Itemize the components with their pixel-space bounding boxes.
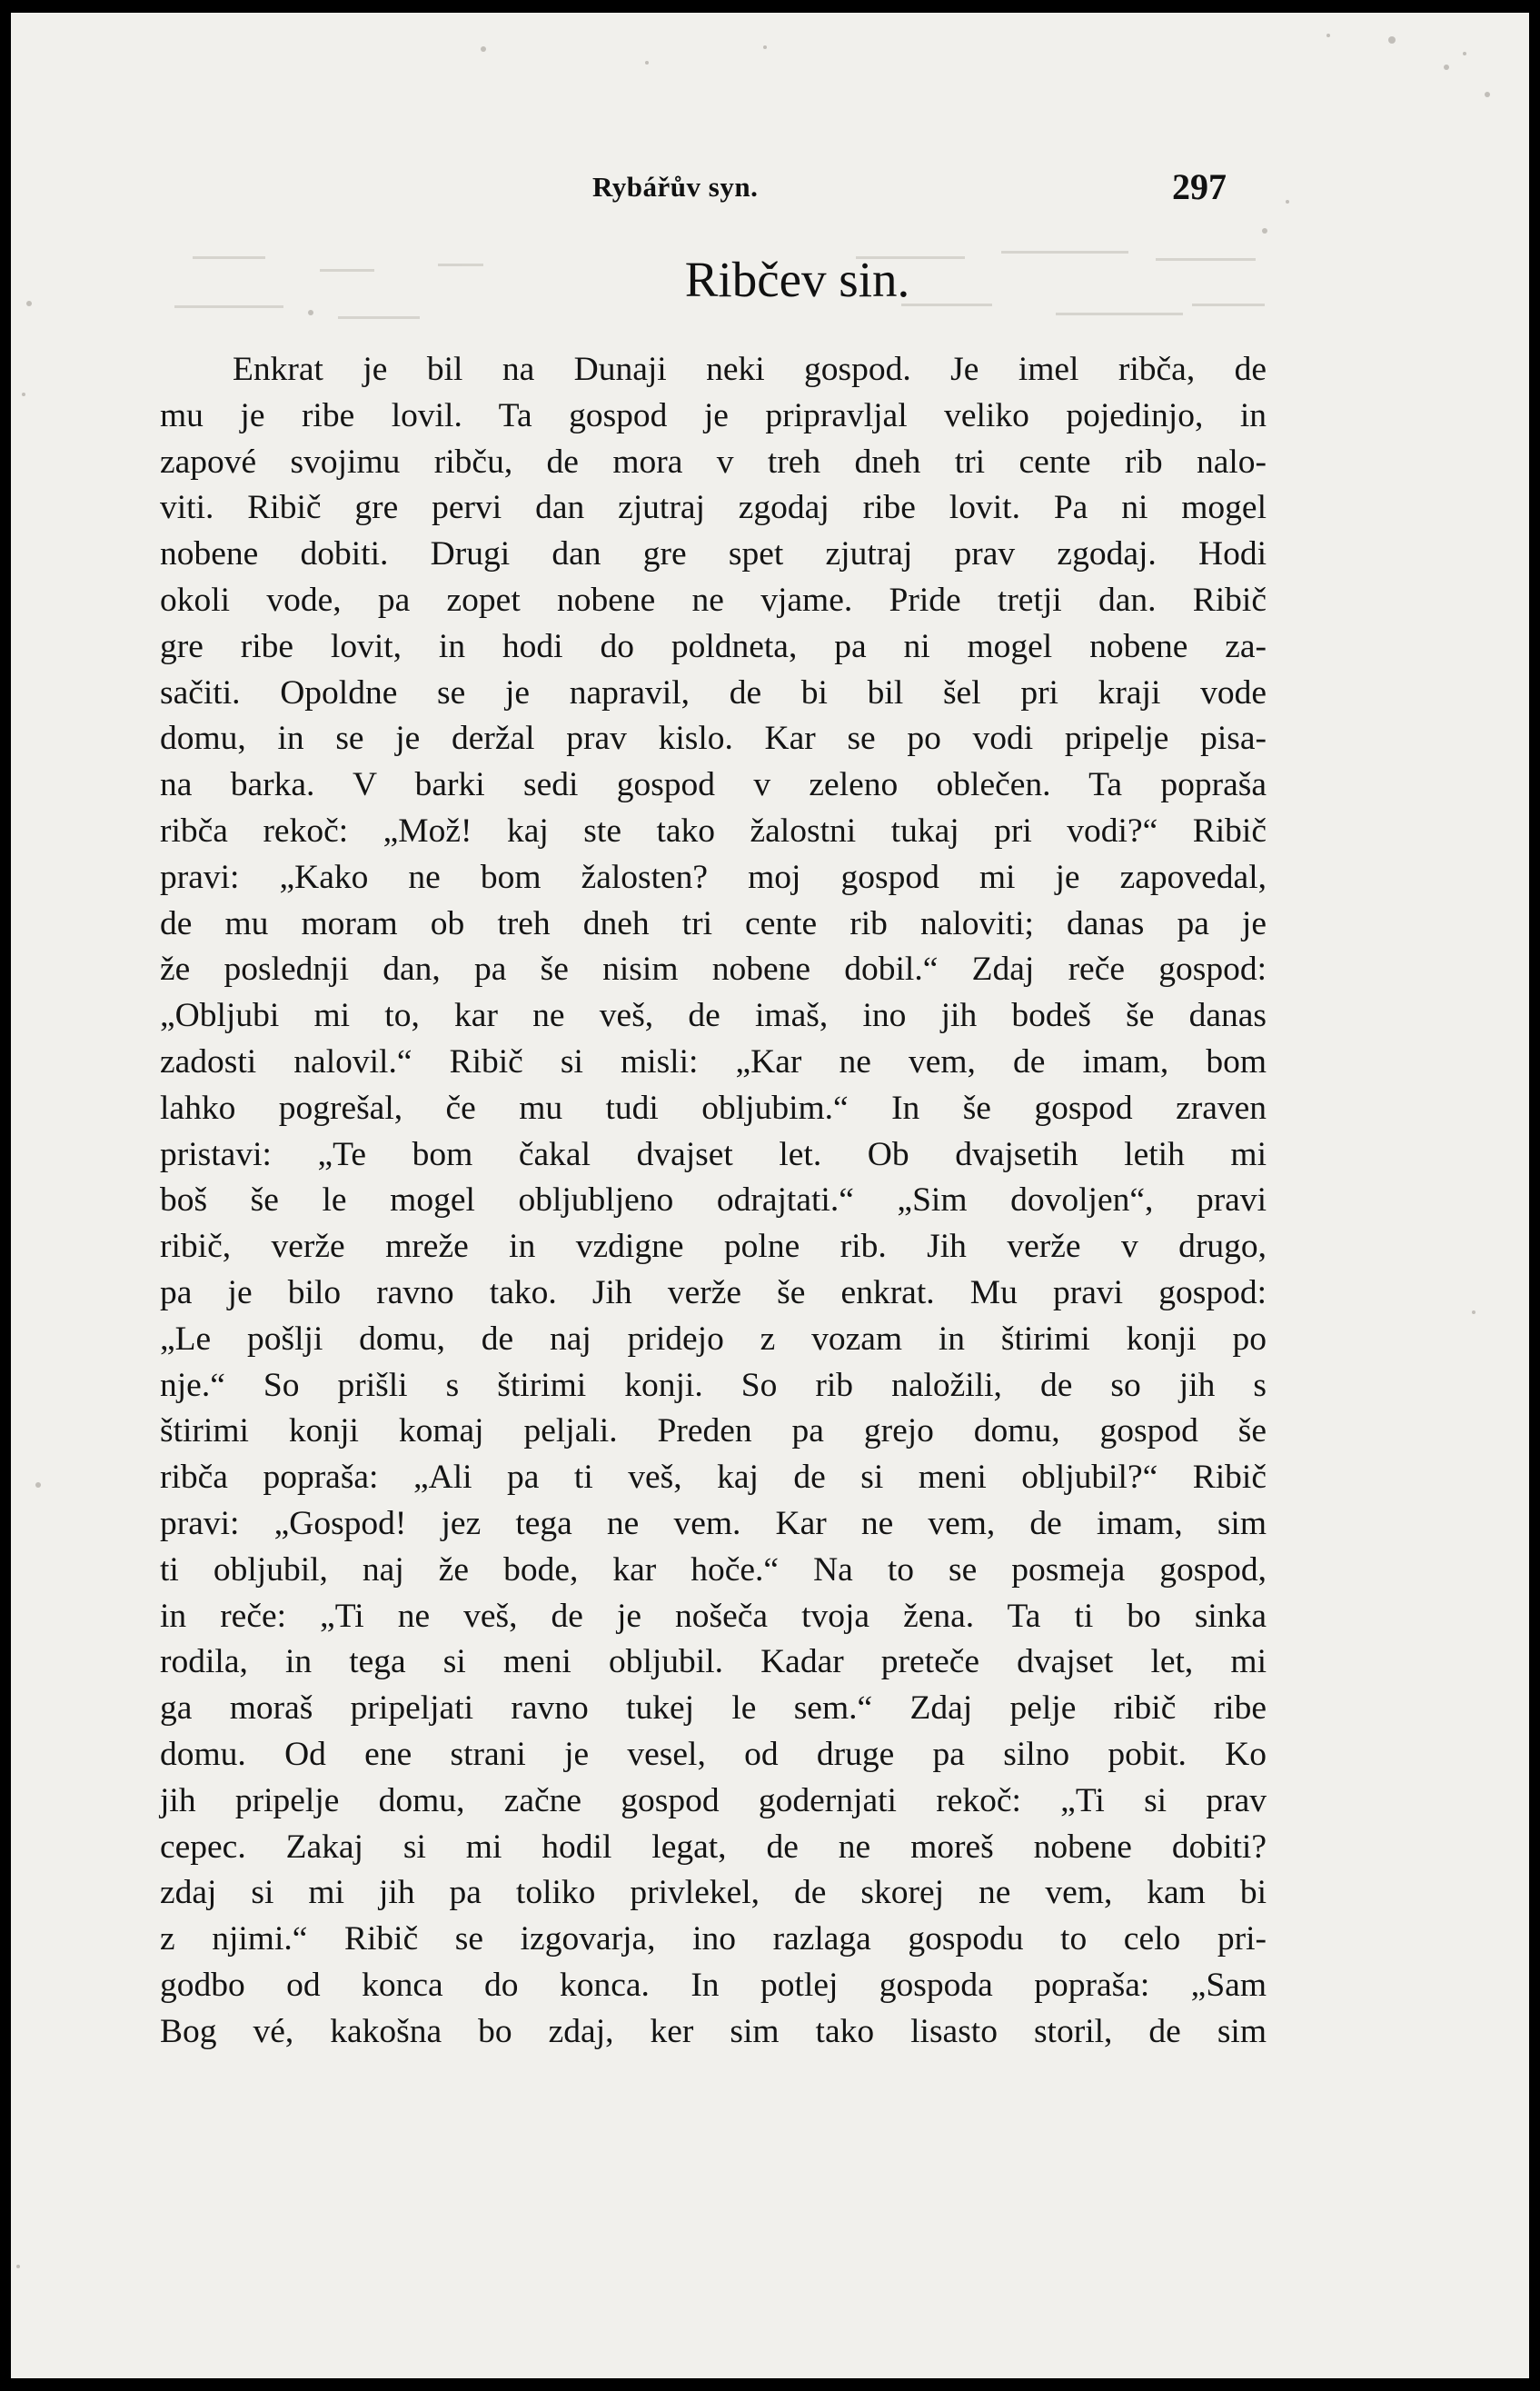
text-line: z njimi.“ Ribič se izgovarja, ino razlaga gospodu to celo pri- [160,1920,1267,1958]
text-line: štirimi konji komaj peljali. Preden pa grejo domu, gospod še [160,1412,1267,1450]
story-title: Ribčev sin. [684,252,910,307]
text-line: de mu moram ob treh dneh tri cente rib naloviti; danas pa je [160,904,1267,942]
text-line: ribča popraša: „Ali pa ti veš, kaj de si meni obljubil?“ Ribič [160,1459,1267,1497]
text-line: zdaj si mi jih pa toliko privlekel, de skorej ne vem, kam bi [160,1874,1267,1912]
text-line: pristavi: „Te bom čakal dvajset let. Ob dvajsetih letih mi [160,1135,1267,1173]
text-line: „Le pošlji domu, de naj pridejo z vozam in štirimi konji po [160,1320,1267,1358]
text-line: gre ribe lovit, in hodi do poldneta, pa ni mogel nobene za- [160,627,1267,665]
text-line: domu. Od ene strani je vesel, od druge pa silno pobit. Ko [160,1735,1267,1773]
text-line: okoli vode, pa zopet nobene ne vjame. Pride tretji dan. Ribič [160,581,1267,619]
text-line: Enkrat je bil na Dunaji neki gospod. Je imel ribča, de [233,351,1267,388]
text-line: že poslednji dan, pa še nisim nobene dobil.“ Zdaj reče gospod: [160,951,1267,989]
text-line: rodila, in tega si meni obljubil. Kadar preteče dvajset let, mi [160,1643,1267,1681]
text-line: ti obljubil, naj že bode, kar hoče.“ Na to se posmeja gospod, [160,1550,1267,1589]
text-line: mu je ribe lovil. Ta gospod je pripravljal veliko pojedinjo, in [160,396,1267,434]
text-line: boš še le mogel obljubljeno odrajtati.“ „Sim dovoljen“, pravi [160,1181,1267,1220]
text-line: domu, in se je deržal prav kislo. Kar se po vodi pripelje pisa- [160,720,1267,758]
text-line: godbo od konca do konca. In potlej gospoda popraša: „Sam [160,1966,1267,2004]
page-header [11,165,1529,220]
text-line: nje.“ So prišli s štirimi konji. So rib naložili, de so jih s [160,1366,1267,1404]
text-line: jih pripelje domu, začne gospod godernjati rekoč: „Ti si prav [160,1781,1267,1819]
text-line: zapové svojimu ribču, de mora v treh dneh tri cente rib nalo- [160,443,1267,481]
book-page [11,13,1529,2378]
text-line: nobene dobiti. Drugi dan gre spet zjutraj prav zgodaj. Hodi [160,535,1267,573]
text-line: pravi: „Gospod! jez tega ne vem. Kar ne vem, de imam, sim [160,1504,1267,1542]
running-title: Rybářův syn. [592,171,759,203]
text-line: ribča rekoč: „Mož! kaj ste tako žalostni tukaj pri vodi?“ Ribič [160,812,1267,850]
text-line: na barka. V barki sedi gospod v zeleno oblečen. Ta popraša [160,766,1267,804]
text-line: lahko pogrešal, če mu tudi obljubim.“ In še gospod zraven [160,1089,1267,1127]
text-line: zadosti nalovil.“ Ribič si misli: „Kar ne vem, de imam, bom [160,1042,1267,1081]
text-line: ribič, verže mreže in vzdigne polne rib. Jih verže v drugo, [160,1228,1267,1266]
text-line: viti. Ribič gre pervi dan zjutraj zgodaj ribe lovit. Pa ni mogel [160,489,1267,527]
text-line: „Obljubi mi to, kar ne veš, de imaš, ino jih bodeš še danas [160,997,1267,1035]
text-line: cepec. Zakaj si mi hodil legat, de ne moreš nobene dobiti? [160,1828,1267,1866]
text-line: pa je bilo ravno tako. Jih verže še enkrat. Mu pravi gospod: [160,1273,1267,1311]
text-line: in reče: „Ti ne veš, de je nošeča tvoja žena. Ta ti bo sinka [160,1597,1267,1635]
story-body [160,347,1267,2055]
text-line: pravi: „Kako ne bom žalosten? moj gospod mi je zapovedal, [160,858,1267,896]
text-line: sačiti. Opoldne se je napravil, de bi bil šel pri kraji vode [160,673,1267,712]
text-line: ga moraš pripeljati ravno tukej le sem.“ Zdaj pelje ribič ribe [160,1689,1267,1728]
page-number: 297 [1172,166,1227,207]
text-line: Bog vé, kakošna bo zdaj, ker sim tako lisasto storil, de sim [160,2012,1267,2050]
